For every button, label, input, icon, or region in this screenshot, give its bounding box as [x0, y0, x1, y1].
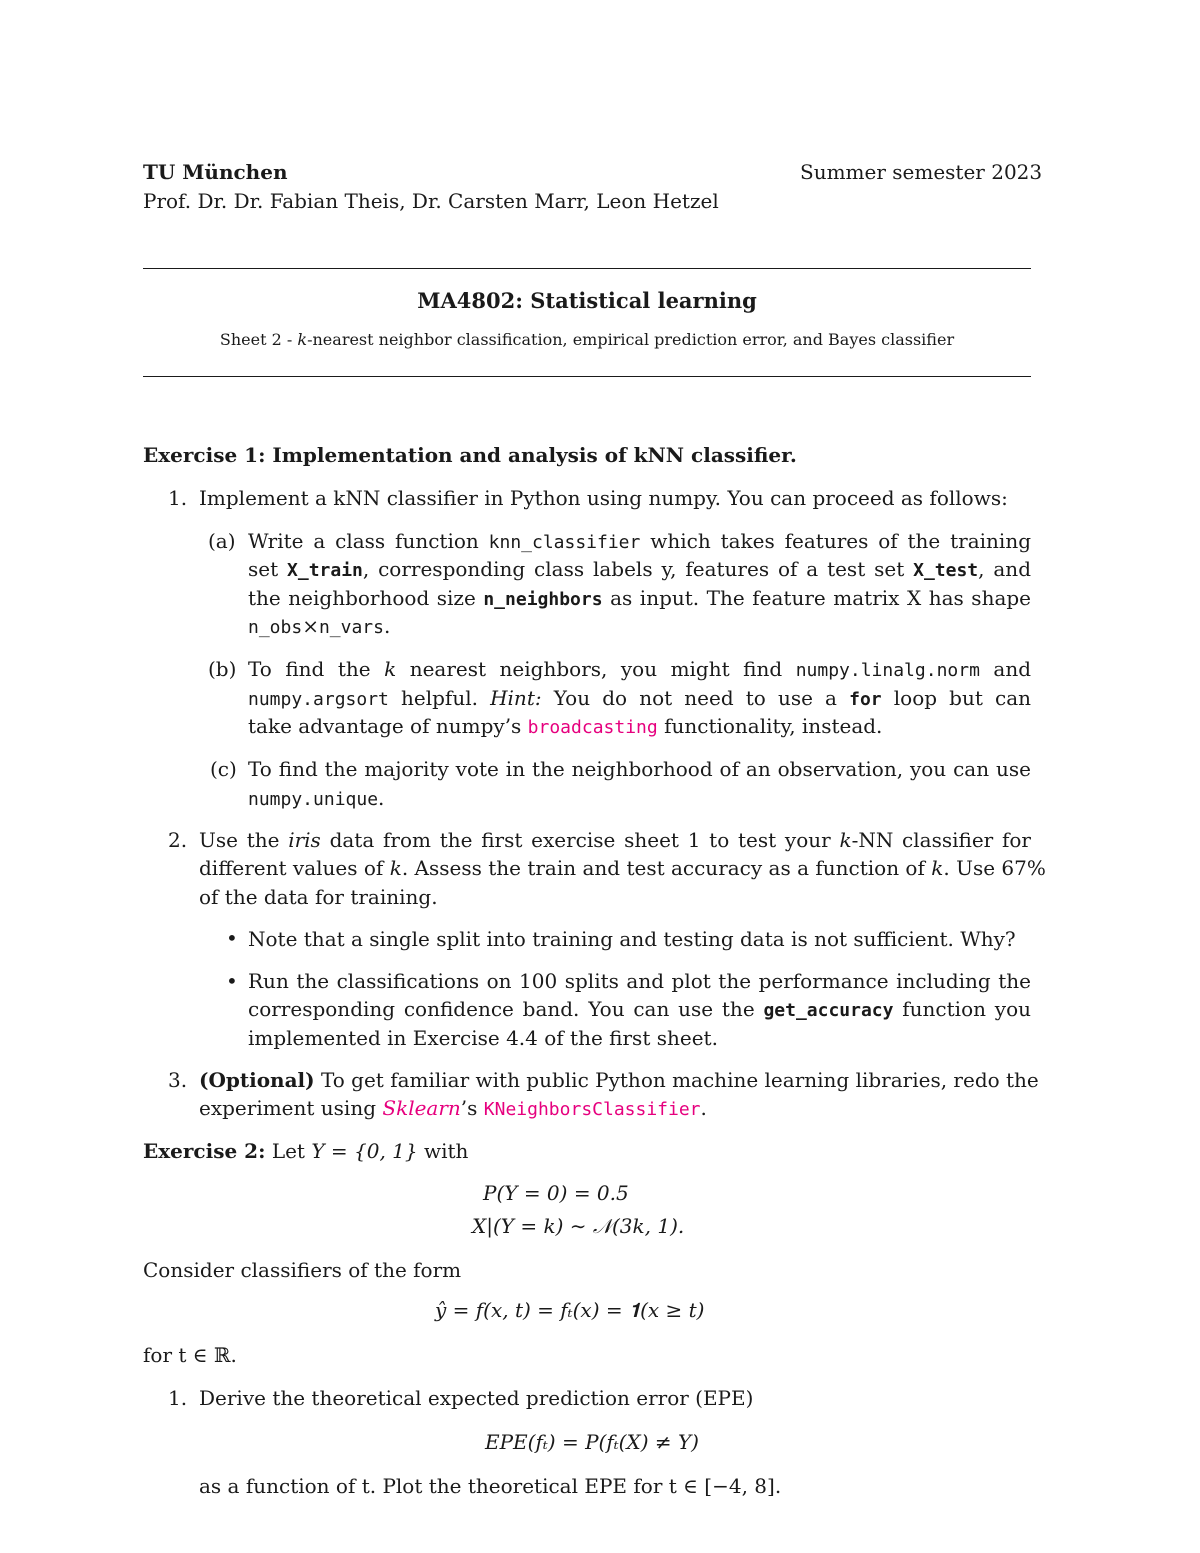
text: , corresponding class labels y, features of a test set [362, 557, 905, 581]
ex2-item1-number: 1. [168, 1386, 188, 1410]
text: and [993, 657, 1032, 681]
text: set [248, 557, 279, 581]
ex1-item2-number: 2. [168, 828, 188, 852]
course-title: MA4802: Statistical learning [417, 288, 757, 313]
sheet-k: k [297, 330, 308, 349]
ex1-c-line2 [248, 786, 384, 810]
text: take advantage of numpy’s [248, 714, 522, 738]
ex1-a-line1 [248, 529, 1031, 553]
sklearn-link[interactable]: Sklearn [382, 1096, 461, 1120]
text: ’s [460, 1096, 478, 1120]
bullet-icon: • [226, 926, 238, 950]
ex2-item1-text: Derive the theoretical expected prediction error (EPE) [199, 1386, 754, 1410]
exercise2-heading: Exercise 2: [143, 1139, 266, 1163]
ex1-item2-line3: of the data for training. [199, 885, 438, 909]
code-linalg-norm: numpy.linalg.norm [795, 660, 980, 681]
optional-label: (Optional) [199, 1068, 315, 1092]
text: Use the [199, 828, 280, 852]
text: You do not need to use a [553, 686, 837, 710]
ex1-a-label: (a) [208, 529, 236, 553]
ex1-item2-line1 [199, 828, 1031, 852]
ex1-item2-line2 [199, 856, 1046, 880]
text: . [383, 614, 391, 638]
code-for: for [849, 689, 882, 710]
math-k: k [839, 828, 852, 852]
sheet-rest: -nearest neighbor classification, empirical prediction error, and Bayes classifier [307, 330, 955, 349]
text: . [378, 786, 385, 810]
ex1-bullet1: Note that a single split into training and testing data is not sufficient. Why? [248, 927, 1016, 951]
code-argsort: numpy.argsort [248, 689, 389, 710]
equation-classifier: ŷ = f(x, t) = fₜ(x) = 𝟏(x ≥ t) [435, 1298, 705, 1322]
equation-prior: P(Y = 0) = 0.5 [483, 1181, 629, 1205]
text: Let [271, 1139, 305, 1163]
equation-conditional: X|(Y = k) ∼ 𝒩(3k, 1). [472, 1214, 685, 1238]
kneighbors-link[interactable]: KNeighborsClassifier [483, 1099, 701, 1120]
ex1-item1-number: 1. [168, 486, 188, 510]
text: data from the first exercise sheet 1 to test your [329, 828, 831, 852]
iris-word: iris [288, 828, 321, 852]
text: . [700, 1096, 707, 1120]
code-n-obs: n_obs [248, 617, 303, 638]
text: nearest neighbors, you might find [409, 657, 783, 681]
text: , and [978, 557, 1031, 581]
ex1-bullet2-line3: implemented in Exercise 4.4 of the first sheet. [248, 1026, 718, 1050]
code-n-vars: n_vars [318, 617, 384, 638]
code-unique: numpy.unique [248, 789, 379, 810]
text: loop but can [893, 686, 1032, 710]
text: different values of [199, 856, 384, 880]
text: Write a class function [248, 529, 479, 553]
for-t-text: for t ∈ ℝ. [143, 1343, 237, 1367]
instructors: Prof. Dr. Dr. Fabian Theis, Dr. Carsten Marr, Leon Hetzel [143, 189, 719, 213]
ex1-item1-text: Implement a kNN classifier in Python using numpy. You can proceed as follows: [199, 486, 1008, 510]
text: function you [902, 997, 1031, 1021]
code-get-accuracy: get_accuracy [763, 1000, 894, 1021]
sheet-subtitle [0, 330, 1174, 349]
text: . Assess the train and test accuracy as a function of [401, 856, 925, 880]
top-rule [143, 268, 1031, 269]
ex1-item3-line2 [199, 1096, 707, 1120]
text: To find the [248, 657, 371, 681]
consider-text: Consider classifiers of the form [143, 1258, 462, 1282]
text: functionality, instead. [664, 714, 883, 738]
exercise1-heading: Exercise 1: Implementation and analysis of kNN classifier. [143, 443, 797, 467]
ex1-b-line3 [248, 714, 882, 738]
code-x-train: X_train [287, 560, 363, 581]
ex2-item1-after: as a function of t. Plot the theoretical EPE for t ∈ [−4, 8]. [199, 1474, 782, 1498]
text: . Use 67% [943, 856, 1046, 880]
bullet-icon: • [226, 969, 238, 993]
code-knn-classifier: knn_classifier [488, 532, 641, 553]
semester: Summer semester 2023 [800, 160, 1043, 184]
text: corresponding confidence band. You can use the [248, 997, 755, 1021]
hint-label: Hint: [490, 686, 542, 710]
sheet-prefix: Sheet 2 - [219, 330, 298, 349]
ex1-b-line1 [248, 657, 1031, 681]
ex1-c-line1: To find the majority vote in the neighborhood of an observation, you can use [248, 757, 1031, 781]
ex1-item3-number: 3. [168, 1068, 188, 1092]
broadcasting-link[interactable]: broadcasting [527, 717, 658, 738]
ex1-bullet2-line1: Run the classifications on 100 splits and plot the performance including the [248, 969, 1031, 993]
text: -NN classifier for [851, 828, 1031, 852]
math-k: k [389, 856, 402, 880]
ex1-a-line3 [248, 586, 1031, 610]
text: experiment using [199, 1096, 377, 1120]
ex1-a-line2 [248, 557, 1031, 581]
math-y-set: Y = {0, 1} [311, 1139, 418, 1163]
text: helpful. [401, 686, 478, 710]
university-name: TU München [143, 160, 288, 184]
text: with [423, 1139, 469, 1163]
ex1-bullet2-line2 [248, 997, 1031, 1021]
equation-epe: EPE(fₜ) = P(fₜ(X) ≠ Y) [485, 1430, 699, 1454]
code-x-test: X_test [913, 560, 979, 581]
text: which takes features of the training [650, 529, 1032, 553]
ex1-b-line2 [248, 686, 1031, 710]
text: as input. The feature matrix X has shape [610, 586, 1032, 610]
text: the neighborhood size [248, 586, 476, 610]
bottom-rule [143, 376, 1031, 377]
math-k: k [384, 657, 397, 681]
text: To get familiar with public Python machine learning libraries, redo the [320, 1068, 1039, 1092]
math-k: k [931, 856, 944, 880]
exercise2-intro [143, 1139, 468, 1163]
code-n-neighbors: n_neighbors [483, 589, 603, 610]
ex1-item3-line1 [199, 1068, 1039, 1092]
times-symbol: × [302, 614, 319, 638]
ex1-b-label: (b) [208, 657, 237, 681]
ex1-c-label: (c) [210, 757, 237, 781]
ex1-a-line4 [248, 614, 390, 638]
